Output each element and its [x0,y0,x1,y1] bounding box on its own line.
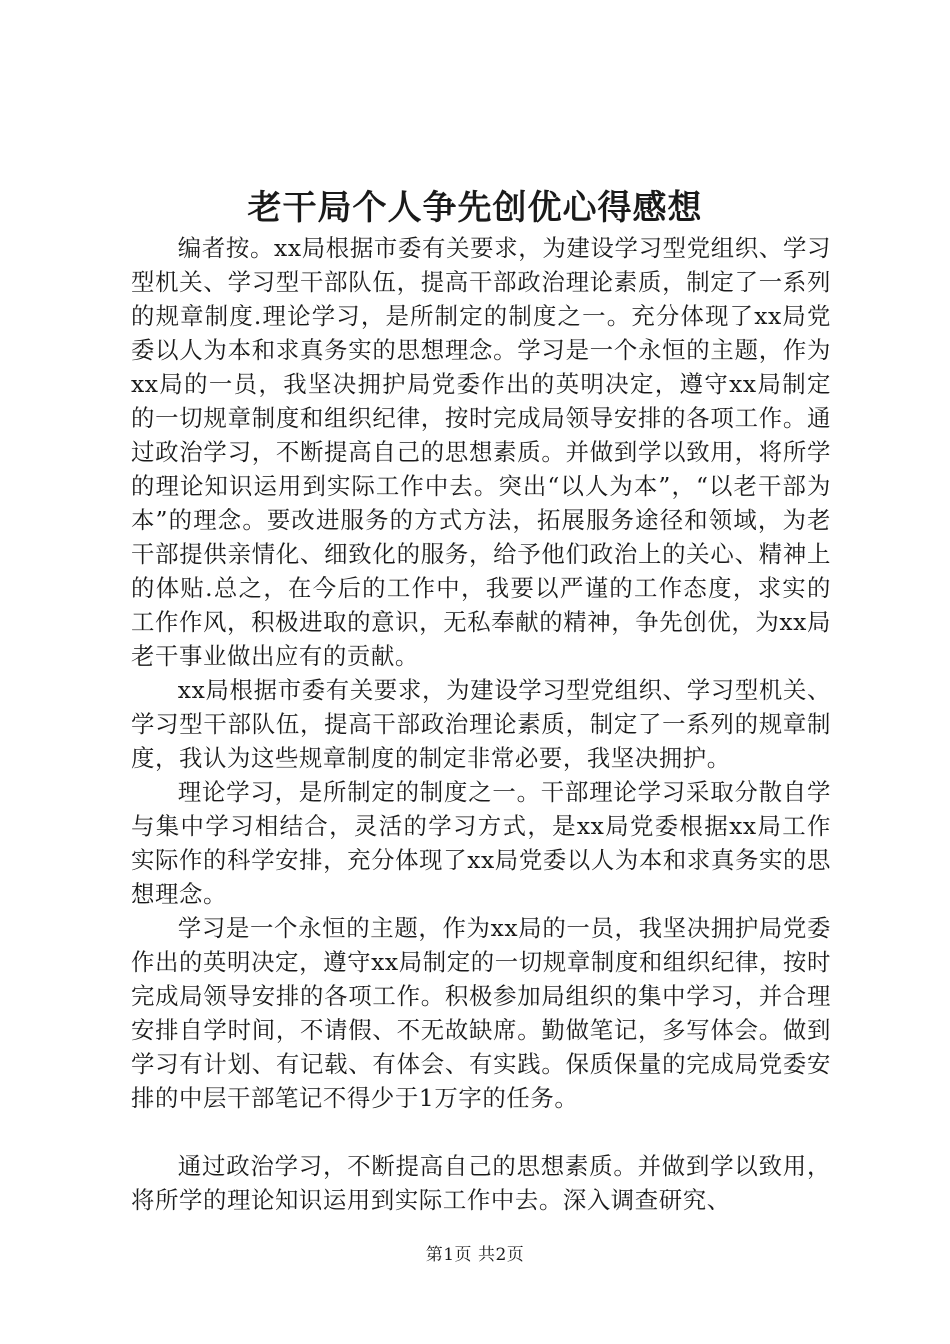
paragraph-rules: xx局根据市委有关要求，为建设学习型党组织、学习型机关、学习型干部队伍，提高干部政治理论素质，制定了一系列的规章制度，我认为这些规章制度的制定非常必要，我坚决拥护。 [131,676,831,772]
document-body [131,231,831,1217]
paragraph-editor-note: 编者按。xx局根据市委有关要求，为建设学习型党组织、学习型机关、学习型干部队伍，提高干部政治理论素质，制定了一系列的规章制度.理论学习，是所制定的制度之一。充分体现了xx局党委以人为本和求真务实的思想理念。学习是一个永恒的主题，作为xx局的一员，我坚决拥护局党委作出的英明决定，遵守xx局制定的一切规章制度和组织纪律，按时完成局领导安排的各项工作。通过政治学习，不断提高自己的思想素质。并做到学以致用，将所学的理论知识运用到实际工作中去。突出“以人为本”，“以老干部为本”的理念。要改进服务的方式方法，拓展服务途径和领域，为老干部提供亲情化、细致化的服务，给予他们政治上的关心、精神上的体贴.总之，在今后的工作中，我要以严谨的工作态度，求实的工作作风，积极进取的意识，无私奉献的精神，争先创优，为xx局老干事业做出应有的贡献。 [131,234,831,670]
paragraph-political-study: 通过政治学习，不断提高自己的思想素质。并做到学以致用，将所学的理论知识运用到实际工作中去。深入调查研究、 [131,1152,831,1214]
paragraph-eternal-theme: 学习是一个永恒的主题，作为xx局的一员，我坚决拥护局党委作出的英明决定，遵守xx局制定的一切规章制度和组织纪律，按时完成局领导安排的各项工作。积极参加局组织的集中学习，并合理安排自学时间，不请假、不无故缺席。勤做笔记，多写体会。做到学习有计划、有记载、有体会、有实践。保质保量的完成局党委安排的中层干部笔记不得少于1万字的任务。 [131,914,831,1112]
paragraph-theory-study: 理论学习，是所制定的制度之一。干部理论学习采取分散自学与集中学习相结合，灵活的学习方式，是xx局党委根据xx局工作实际作的科学安排，充分体现了xx局党委以人为本和求真务实的思想理念。 [131,778,831,908]
document-title: 老干局个人争先创优心得感想 [247,188,703,228]
page-footer: 第1页 共2页 [425,1245,525,1265]
paragraph-spacer [131,1115,831,1149]
